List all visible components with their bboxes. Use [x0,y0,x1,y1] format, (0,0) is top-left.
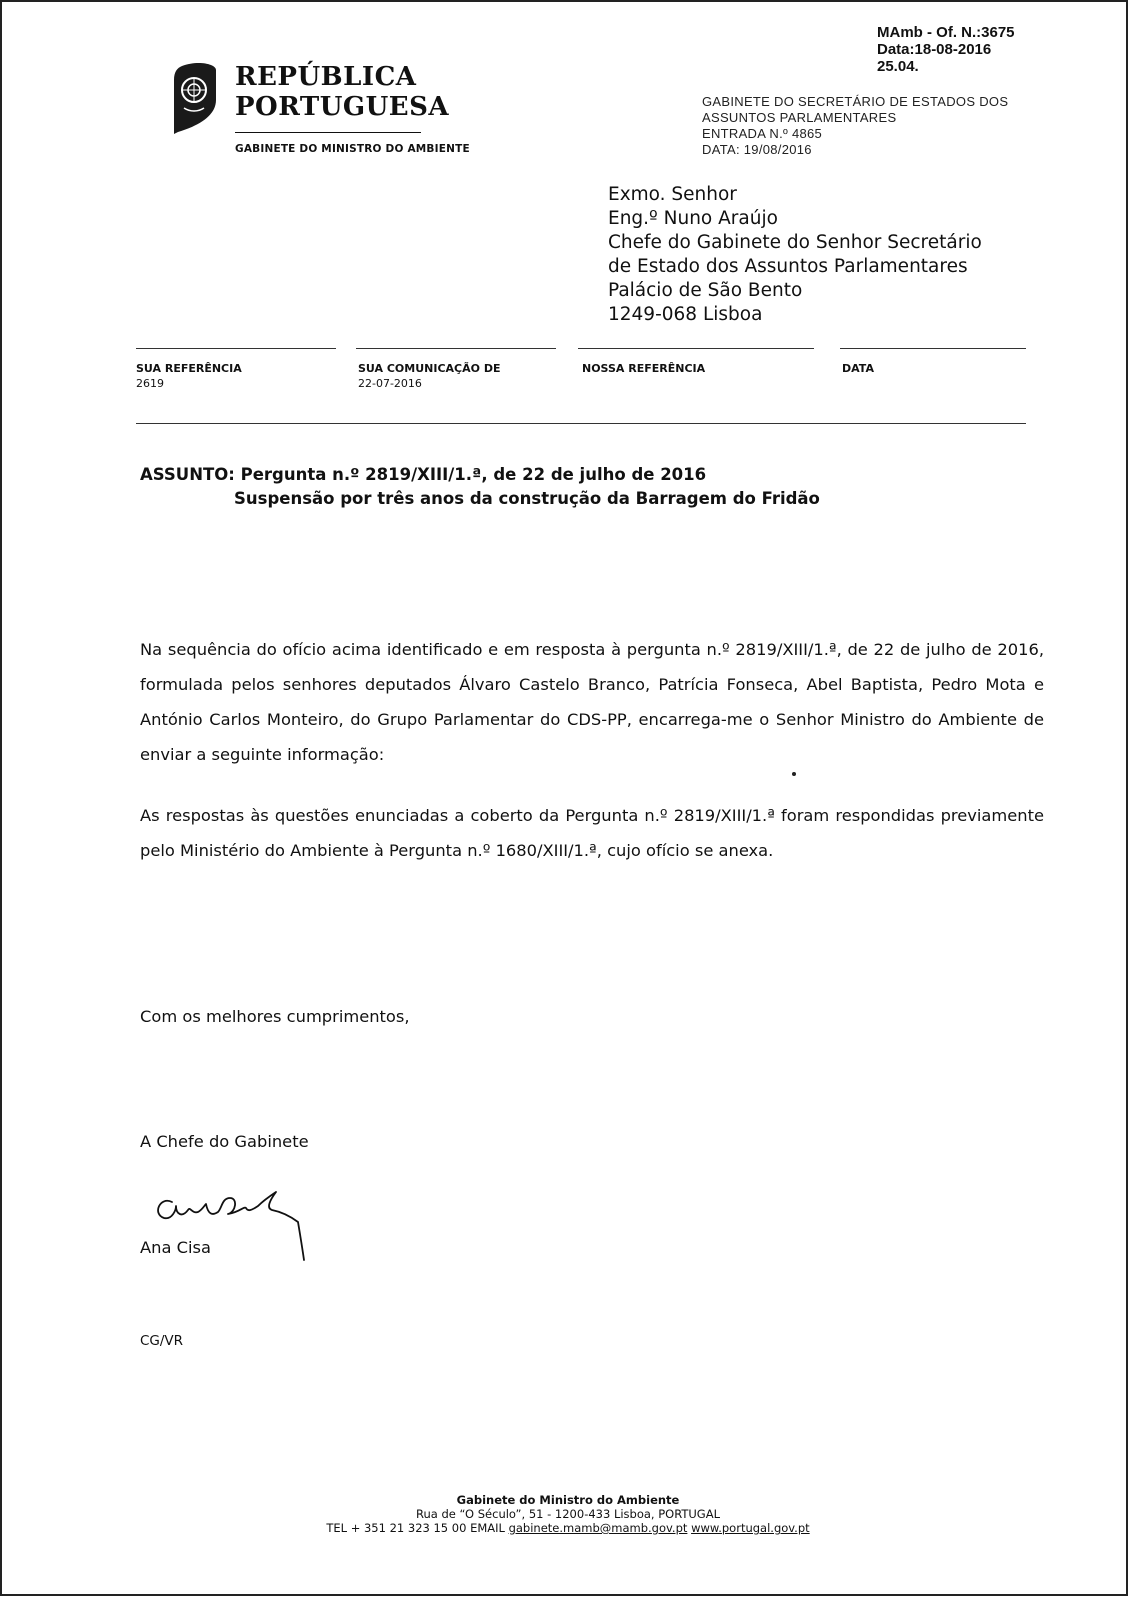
recipient-line: 1249-068 Lisboa [608,304,763,325]
date-label: DATA [842,362,874,375]
footer-phone: TEL + 351 21 323 15 00 EMAIL [326,1521,509,1535]
body-paragraph-2: As respostas às questões enunciadas a coberto da Pergunta n.º 2819/XIII/1.ª foram respondidas previamente pelo Ministério do Ambiente à Pergunta n.º 1680/XIII/1.ª, cujo ofício se anexa. [140,806,1044,860]
recipient-line: de Estado dos Assuntos Parlamentares [608,256,968,277]
subject-line-1: ASSUNTO: Pergunta n.º 2819/XIII/1.ª, de 22 de julho de 2016 [140,465,707,484]
republic-emblem-icon [168,60,218,134]
your-reference-value: 2619 [136,377,164,390]
recipient-line: Palácio de São Bento [608,280,803,301]
logo-line-1: REPÚBLICA [235,62,417,92]
your-reference-label: SUA REFERÊNCIA [136,362,242,375]
your-communication-value: 22-07-2016 [358,377,422,390]
recipient-line: Eng.º Nuno Araújo [608,208,778,229]
signer-role: A Chefe do Gabinete [140,1132,309,1151]
footer-email-link[interactable]: gabinete.mamb@mamb.gov.pt [508,1521,688,1535]
logo-title [235,62,449,122]
signer-name: Ana Cisa [140,1238,211,1257]
footer-office: Gabinete do Ministro do Ambiente [456,1493,680,1507]
closing-greeting: Com os melhores cumprimentos, [140,1007,410,1026]
stamp-line-1: MAmb - Of. N.:3675 [877,24,1015,41]
protocol-stamp [877,24,1015,75]
reference-divider [578,348,814,349]
logo-divider [235,132,421,133]
recipient-line: Exmo. Senhor [608,184,737,205]
stamp-line-2: Data:18-08-2016 [877,41,992,58]
reference-divider [136,348,336,349]
logo-line-2: PORTUGUESA [235,92,450,122]
subject-line-2: Suspensão por três anos da construção da Barragem do Fridão [234,489,820,508]
initials: CG/VR [140,1333,184,1349]
footer-website-link[interactable]: www.portugal.gov.pt [691,1521,810,1535]
logo-subtitle: GABINETE DO MINISTRO DO AMBIENTE [235,143,470,155]
stamp-line-3: 25.04. [877,58,919,75]
your-communication-label: SUA COMUNICAÇÃO DE [358,362,501,375]
reference-divider [840,348,1026,349]
entry-line-4: DATA: 19/08/2016 [702,142,812,157]
ink-speck [792,772,796,776]
subject [140,463,820,511]
entry-stamp [702,94,1008,158]
entry-line-2: ASSUNTOS PARLAMENTARES [702,110,897,125]
footer [2,1493,1132,1535]
recipient-address [608,183,982,327]
entry-line-1: GABINETE DO SECRETÁRIO DE ESTADOS DOS [702,94,1009,109]
entry-line-3: ENTRADA N.º 4865 [702,126,823,141]
footer-contacts [2,1521,1132,1535]
body-paragraph-1: Na sequência do ofício acima identificado e em resposta à pergunta n.º 2819/XIII/1.ª, de 22 de julho de 2016, formulada pelos senhores deputados Álvaro Castelo Branco, Patrícia Fonseca, Abel Baptista, Pedro Mota e António Carlos Monteiro, do Grupo Parlamentar do CDS-PP, encarrega-me o Senhor Ministro do Ambiente de enviar a seguinte informação: [140,640,1044,764]
footer-address: Rua de “O Século”, 51 - 1200-433 Lisboa, PORTUGAL [416,1507,720,1521]
reference-bottom-rule [136,423,1026,424]
recipient-line: Chefe do Gabinete do Senhor Secretário [608,232,982,253]
our-reference-label: NOSSA REFERÊNCIA [582,362,706,375]
reference-divider [356,348,556,349]
